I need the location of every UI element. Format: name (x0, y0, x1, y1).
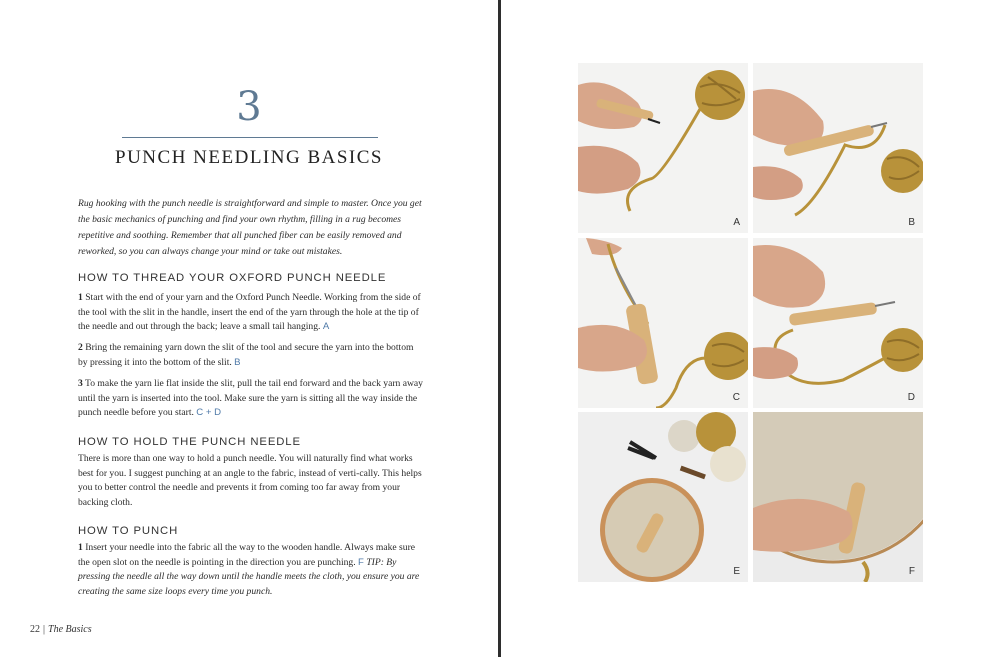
photo-d-illustration (753, 238, 923, 408)
section-name: The Basics (48, 624, 92, 635)
tip-text: TIP: By pressing the needle all the way down until the handle meets the cloth, you ensure you are creating the same size loops every time you punch. (78, 556, 420, 597)
photo-reference: B (234, 356, 241, 368)
photo-f (753, 412, 923, 582)
photo-d (753, 238, 923, 408)
folio-separator: | (43, 624, 46, 635)
chapter-title: PUNCH NEEDLING BASICS (115, 147, 383, 168)
photo-c (578, 238, 748, 408)
photo-f-illustration (753, 412, 923, 582)
page-number: 22 (30, 624, 40, 635)
step-text: Start with the end of your yarn and the Oxford Punch Needle. Working from the side of the tool with the slit in the handle, insert the end of the yarn through the hole at the tip of the needle and out through the back; leave a small tail hanging. (78, 292, 421, 333)
photo-label: D (907, 392, 915, 403)
photo-reference: C + D (196, 407, 222, 419)
hold-paragraph: There is more than one way to hold a punch needle. You will naturally find what works best for you. I suggest punching at an angle to the fabric, instead of verti-cally. This helps you to better control the needle and prevents it from coming too far away from your backing cloth. (78, 453, 422, 508)
photo-label: E (733, 566, 740, 577)
intro-paragraph: Rug hooking with the punch needle is straightforward and simple to master. Once you get the basic mechanics of punching and find your own rhythm, filling in a rug becomes repetitive and soothing. Remember that all punched fiber can be easily removed and reworked, so you can always change your mind or take out mistakes. (78, 198, 422, 257)
section-heading-thread: HOW TO THREAD YOUR OXFORD PUNCH NEEDLE (78, 272, 387, 284)
photo-label: B (908, 217, 915, 228)
step-number: 3 (78, 378, 83, 389)
right-page (501, 0, 1000, 657)
section-heading-punch: HOW TO PUNCH (78, 525, 179, 537)
chapter-number: 3 (236, 84, 262, 130)
step-number: 1 (78, 542, 83, 553)
photo-reference: A (322, 321, 330, 333)
step-punch-1 (78, 541, 423, 599)
photo-c-illustration (578, 238, 748, 408)
section-heading-hold: HOW TO HOLD THE PUNCH NEEDLE (78, 436, 301, 448)
photo-e (578, 412, 748, 582)
step-thread-2 (78, 341, 423, 370)
photo-b-illustration (753, 63, 923, 233)
step-text: Insert your needle into the fabric all the way to the wooden handle. Always make sure the open slot on the needle is pointing in the direction you are punching. (78, 542, 416, 568)
left-page (0, 0, 498, 657)
title-rule (122, 137, 378, 138)
photo-a (578, 63, 748, 233)
photo-label: F (908, 566, 915, 577)
step-text: To make the yarn lie flat inside the slit, pull the tail end forward and the back yarn away until the yarn is inserted into the tool. Make sure the yarn is sitting all the way inside the punch needle before you start. (78, 378, 423, 419)
step-text: Bring the remaining yarn down the slit of the tool and secure the yarn into the bottom by pressing it into the bottom of the slit. (78, 342, 414, 368)
photo-label: A (733, 217, 740, 228)
step-number: 2 (78, 342, 83, 353)
step-number: 1 (78, 292, 83, 303)
page-folio (30, 624, 92, 635)
photo-b (753, 63, 923, 233)
photo-reference: F (358, 556, 364, 568)
step-thread-3 (78, 377, 423, 421)
photo-e-illustration (578, 412, 748, 582)
photo-label: C (732, 392, 740, 403)
photo-a-illustration (578, 63, 748, 233)
step-thread-1 (78, 291, 423, 335)
